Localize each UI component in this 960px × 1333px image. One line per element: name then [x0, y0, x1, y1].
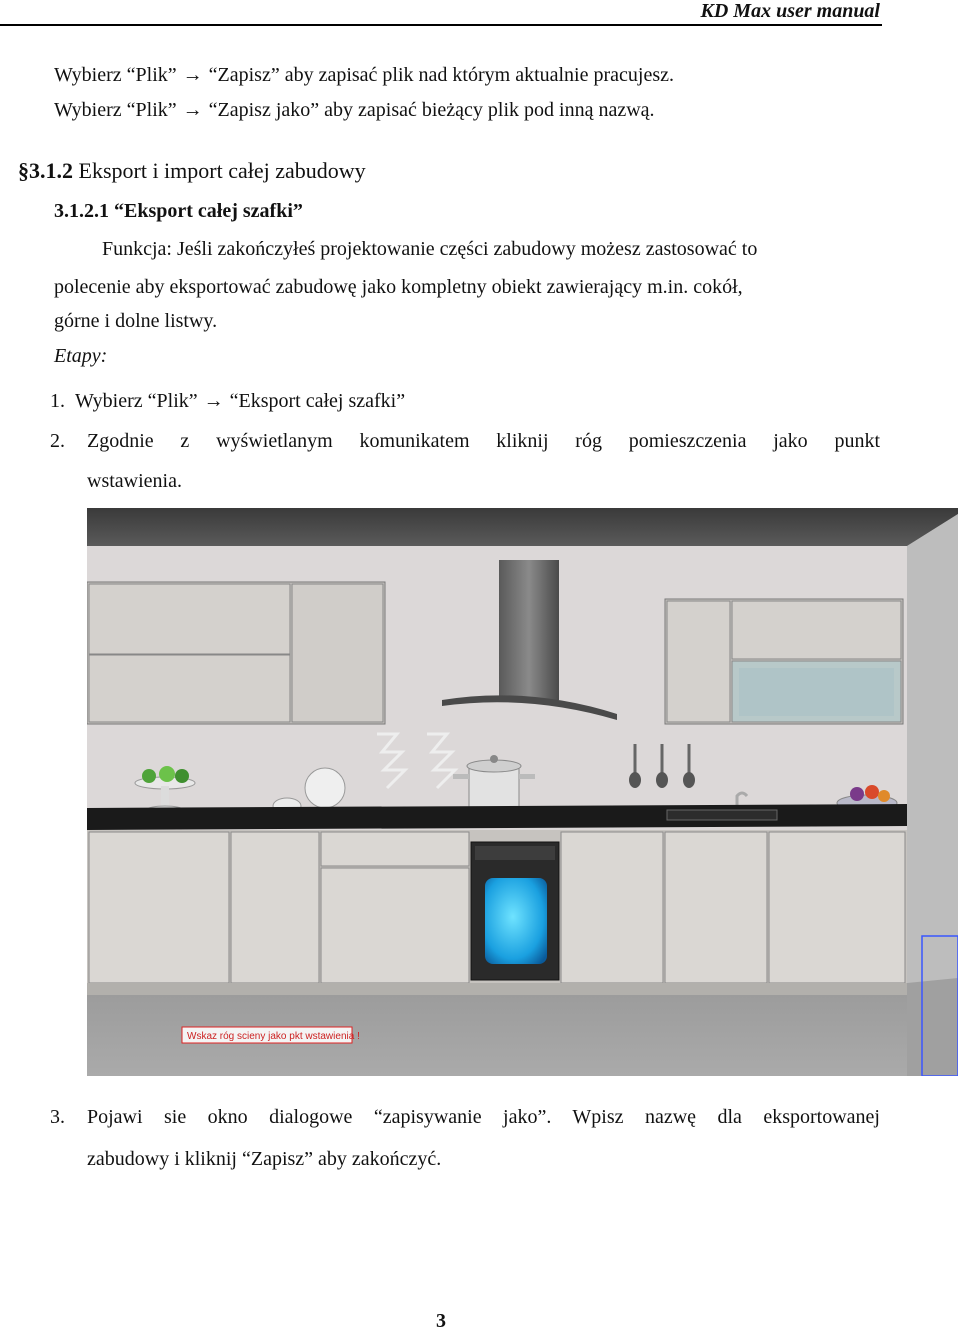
arrow-icon: →	[203, 390, 224, 412]
step-2-line-2: wstawienia.	[87, 470, 182, 492]
function-line-2: polecenie aby eksportować zabudowę jako kompletny obiekt zawierający m.in. cokół,	[54, 276, 743, 298]
step-2-line-1: Zgodnie z wyświetlanym komunikatem kliknij róg pomieszczenia jako punkt	[87, 430, 880, 452]
arrow-icon: →	[182, 64, 203, 86]
step-3-line-1: Pojawi sie okno dialogowe “zapisywanie jako”. Wpisz nazwę dla eksportowanej	[87, 1106, 880, 1128]
step-1-pre: Wybierz “Plik”	[75, 390, 198, 412]
section-heading	[18, 158, 366, 184]
arrow-icon: →	[182, 99, 203, 121]
header-divider	[0, 24, 882, 26]
intro-line-save-as	[54, 99, 655, 122]
steps-label: Etapy:	[54, 345, 108, 367]
section-title: Eksport i import całej zabudowy	[78, 158, 366, 183]
function-line-1: Funkcja: Jeśli zakończyłeś projektowanie części zabudowy możesz zastosować to	[102, 238, 758, 260]
function-line-3: górne i dolne listwy.	[54, 310, 218, 332]
step-2-num: 2.	[50, 430, 65, 452]
header-title: KD Max user manual	[700, 0, 880, 22]
insertion-tooltip: Wskaz róg scieny jako pkt wstawienia !	[187, 1031, 360, 1042]
intro-line-save-as-post: “Zapisz jako” aby zapisać bieżący plik pod inną nazwą.	[208, 99, 655, 121]
section-number: §3.1.2	[18, 158, 73, 183]
intro-line-save-post: “Zapisz” aby zapisać plik nad którym aktualnie pracujesz.	[208, 64, 675, 86]
intro-line-save-pre: Wybierz “Plik”	[54, 64, 177, 86]
subsection-heading: 3.1.2.1 “Eksport całej szafki”	[54, 200, 303, 222]
page-number: 3	[436, 1310, 446, 1332]
step-3-num: 3.	[50, 1106, 65, 1128]
step-3-line-2: zabudowy i kliknij “Zapisz” aby zakończyć.	[87, 1148, 442, 1170]
step-1-post: “Eksport całej szafki”	[229, 390, 406, 412]
intro-line-save-as-pre: Wybierz “Plik”	[54, 99, 177, 121]
kitchen-render-image	[87, 508, 958, 1076]
step-1-num: 1.	[50, 390, 65, 412]
step-1	[50, 390, 405, 413]
intro-line-save	[54, 64, 674, 87]
